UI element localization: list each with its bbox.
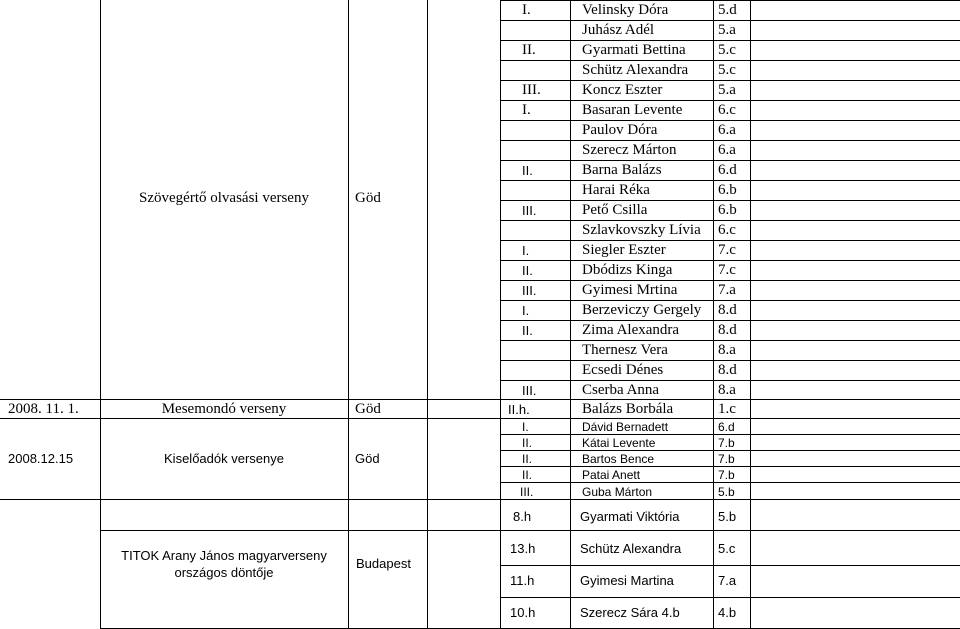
rank-cell: II. — [522, 468, 533, 482]
row-border — [500, 100, 960, 101]
row-border — [500, 450, 960, 451]
column-border — [500, 0, 501, 629]
name-cell: Juhász Adél — [582, 22, 655, 38]
event-name: Kiselőadók versenye — [164, 451, 284, 466]
class-cell: 6.a — [718, 142, 736, 158]
name-cell: Gyimesi Mrtina — [582, 282, 678, 298]
column-border — [100, 0, 101, 629]
class-cell: 5.c — [718, 62, 736, 78]
class-cell: 6.a — [718, 122, 736, 138]
name-cell: Velinsky Dóra — [582, 2, 669, 18]
event-place: Göd — [355, 401, 381, 417]
section-border — [0, 418, 960, 419]
name-cell: Gyarmati Bettina — [582, 42, 686, 58]
name-cell: Patai Anett — [582, 468, 641, 482]
row-border — [500, 80, 960, 81]
row-border — [500, 260, 960, 261]
row-border — [500, 434, 960, 435]
event-name: Mesemondó verseny — [161, 401, 287, 417]
event-name-line1: TITOK Arany János magyarverseny — [121, 548, 327, 563]
class-cell: 5.c — [718, 541, 736, 556]
row-border — [500, 140, 960, 141]
name-cell: Harai Réka — [582, 182, 650, 198]
class-cell: 7.b — [718, 468, 735, 482]
column-border — [750, 0, 751, 629]
row-border — [500, 466, 960, 467]
row-border — [500, 320, 960, 321]
class-cell: 7.a — [718, 282, 736, 298]
name-cell: Szerecz Márton — [582, 142, 677, 158]
rank-cell: II. — [522, 42, 536, 58]
class-cell: 8.d — [718, 322, 737, 338]
event-place: Göd — [355, 451, 380, 466]
row-border — [500, 120, 960, 121]
class-cell: 1.c — [718, 401, 736, 417]
rank-cell: I. — [522, 303, 530, 318]
name-cell: Basaran Levente — [582, 102, 683, 118]
class-cell: 7.c — [718, 242, 736, 258]
name-cell: Berzeviczy Gergely — [582, 302, 702, 318]
row-border — [500, 220, 960, 221]
name-cell: Thernesz Vera — [582, 342, 668, 358]
section-border — [0, 399, 960, 400]
name-cell: Gyimesi Martina — [580, 573, 674, 588]
row-border — [500, 340, 960, 341]
event-place: Budapest — [356, 556, 411, 571]
row-border — [500, 380, 960, 381]
name-cell: Ecsedi Dénes — [582, 362, 664, 378]
class-cell: 5.c — [718, 42, 736, 58]
rank-cell: III. — [522, 203, 537, 218]
class-cell: 6.b — [718, 182, 737, 198]
rank-cell: I. — [522, 243, 530, 258]
class-cell: 8.d — [718, 362, 737, 378]
row-border — [500, 280, 960, 281]
rank-cell: 13.h — [510, 541, 536, 556]
rank-cell: III. — [520, 485, 534, 499]
name-cell: Gyarmati Viktória — [580, 509, 680, 524]
event-date: 2008.12.15 — [8, 451, 74, 466]
class-cell: 5.b — [718, 509, 737, 524]
class-cell: 6.c — [718, 222, 736, 238]
rank-cell: III. — [522, 383, 537, 398]
section-border — [100, 530, 500, 531]
rank-cell: II. — [522, 436, 533, 450]
section-border — [0, 499, 960, 500]
row-border — [500, 200, 960, 201]
name-cell: Barna Balázs — [582, 162, 662, 178]
row-border — [500, 60, 960, 61]
class-cell: 7.b — [718, 436, 735, 450]
name-cell: Kátai Levente — [582, 436, 656, 450]
event-name: Szövegértő olvasási verseny — [139, 190, 309, 206]
rank-cell: II. — [522, 452, 533, 466]
row-border — [500, 160, 960, 161]
column-border — [570, 0, 571, 629]
name-cell: Szerecz Sára 4.b — [580, 605, 680, 620]
row-border — [500, 20, 960, 21]
rank-cell: I. — [522, 2, 531, 18]
class-cell: 5.d — [718, 2, 737, 18]
column-border — [348, 0, 349, 629]
name-cell: Dávid Bernadett — [582, 420, 669, 434]
class-cell: 4.b — [718, 605, 737, 620]
class-cell: 5.a — [718, 82, 736, 98]
class-cell: 8.d — [718, 302, 737, 318]
rank-cell: III. — [522, 283, 537, 298]
rank-cell: II. — [522, 323, 533, 338]
row-border — [500, 482, 960, 483]
class-cell: 7.b — [718, 452, 735, 466]
class-cell: 6.c — [718, 102, 736, 118]
row-border — [500, 530, 960, 531]
column-border — [427, 0, 428, 629]
name-cell: Siegler Eszter — [582, 242, 666, 258]
row-border — [500, 597, 960, 598]
row-border — [500, 180, 960, 181]
name-cell: Pető Csilla — [582, 202, 648, 218]
name-cell: Bartos Bence — [582, 452, 655, 466]
event-place: Göd — [355, 190, 381, 206]
row-border — [500, 240, 960, 241]
name-cell: Szlavkovszky Lívia — [582, 222, 701, 238]
event-name-line2: országos döntője — [174, 565, 274, 580]
class-cell: 8.a — [718, 382, 736, 398]
rank-cell: 8.h — [513, 509, 532, 524]
name-cell: Koncz Eszter — [582, 82, 663, 98]
name-cell: Cserba Anna — [582, 382, 660, 398]
rank-cell: II. — [522, 263, 533, 278]
row-border — [500, 40, 960, 41]
class-cell: 8.a — [718, 342, 736, 358]
row-border — [500, 565, 960, 566]
rank-cell: I. — [522, 420, 529, 434]
name-cell: Zima Alexandra — [582, 322, 680, 338]
rank-cell: I. — [522, 102, 531, 118]
rank-cell: 10.h — [510, 605, 536, 620]
row-border — [500, 0, 960, 1]
name-cell: Paulov Dóra — [582, 122, 658, 138]
rank-cell: II.h. — [508, 402, 530, 417]
column-border — [713, 0, 714, 629]
row-border — [500, 300, 960, 301]
class-cell: 6.b — [718, 202, 737, 218]
class-cell: 7.c — [718, 262, 736, 278]
class-cell: 5.b — [718, 485, 735, 499]
row-border — [500, 360, 960, 361]
class-cell: 6.d — [718, 420, 735, 434]
class-cell: 5.a — [718, 22, 736, 38]
name-cell: Guba Márton — [582, 485, 653, 499]
name-cell: Balázs Borbála — [582, 401, 674, 417]
class-cell: 6.d — [718, 162, 737, 178]
event-date: 2008. 11. 1. — [8, 401, 79, 417]
rank-cell: III. — [522, 82, 541, 98]
rank-cell: 11.h — [510, 573, 535, 588]
name-cell: Schütz Alexandra — [580, 541, 682, 556]
rank-cell: II. — [522, 163, 533, 178]
class-cell: 7.a — [718, 573, 737, 588]
name-cell: Dbódizs Kinga — [582, 262, 673, 278]
name-cell: Schütz Alexandra — [582, 62, 689, 78]
